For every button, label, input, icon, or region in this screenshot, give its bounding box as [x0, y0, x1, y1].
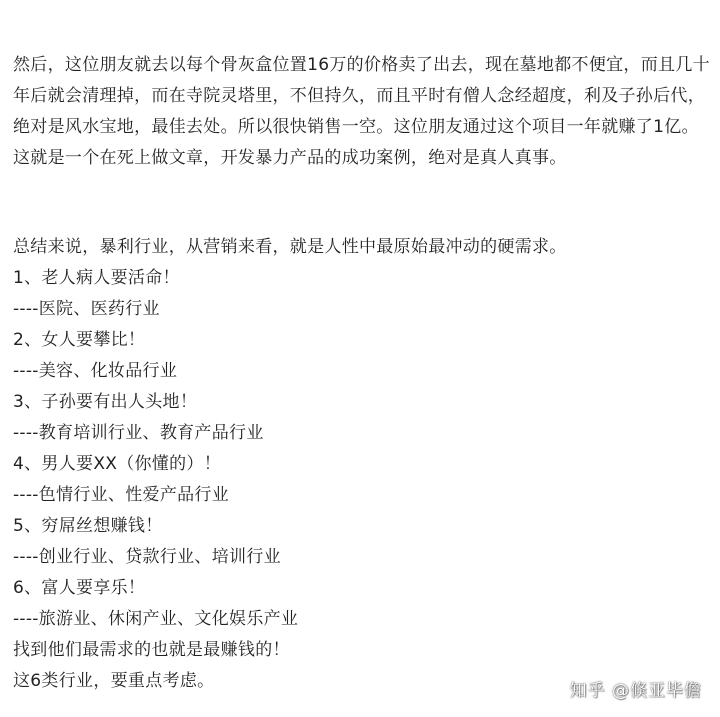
list-item: 6、富人要享乐！	[13, 578, 146, 598]
zhihu-watermark: 知乎 @倏亚毕儋	[569, 681, 702, 701]
list-item: ----旅游业、休闲产业、文化娱乐产业	[13, 609, 299, 629]
list-item: 1、老人病人要活命！	[13, 268, 180, 288]
closing-line-1: 找到他们最需求的也就是最赚钱的！	[13, 640, 290, 660]
summary-intro: 总结来说，暴利行业，从营销来看，就是人性中最原始最冲动的硬需求。	[13, 237, 567, 257]
list-item: 3、子孙要有出人头地！	[13, 392, 198, 412]
closing-line-2: 这6类行业，要重点考虑。	[13, 671, 215, 691]
industry-list	[13, 263, 713, 635]
list-item: 5、穷屌丝想赚钱！	[13, 516, 163, 536]
article-paragraph-1: 然后，这位朋友就去以每个骨灰盒位置16万的价格卖了出去，现在墓地都不便宜，而且几十年后就会清理掉，而在寺院灵塔里，不但持久，而且平时有僧人念经超度，利及子孙后代，绝对是风水宝地，最佳去处。所以很快销售一空。这位朋友通过这个项目一年就赚了1亿。这就是一个在死上做文章，开发暴力产品的成功案例，绝对是真人真事。	[13, 55, 710, 168]
list-item: 4、男人要XX（你懂的）！	[13, 454, 222, 474]
list-item: ----教育培训行业、教育产品行业	[13, 423, 264, 443]
paragraph-spacer	[13, 174, 713, 232]
list-item: ----医院、医药行业	[13, 299, 160, 319]
list-item: 2、女人要攀比！	[13, 330, 146, 350]
article-body	[13, 50, 713, 697]
list-item: ----创业行业、贷款行业、培训行业	[13, 547, 281, 567]
list-item: ----色情行业、性爱产品行业	[13, 485, 230, 505]
list-item: ----美容、化妆品行业	[13, 361, 178, 381]
